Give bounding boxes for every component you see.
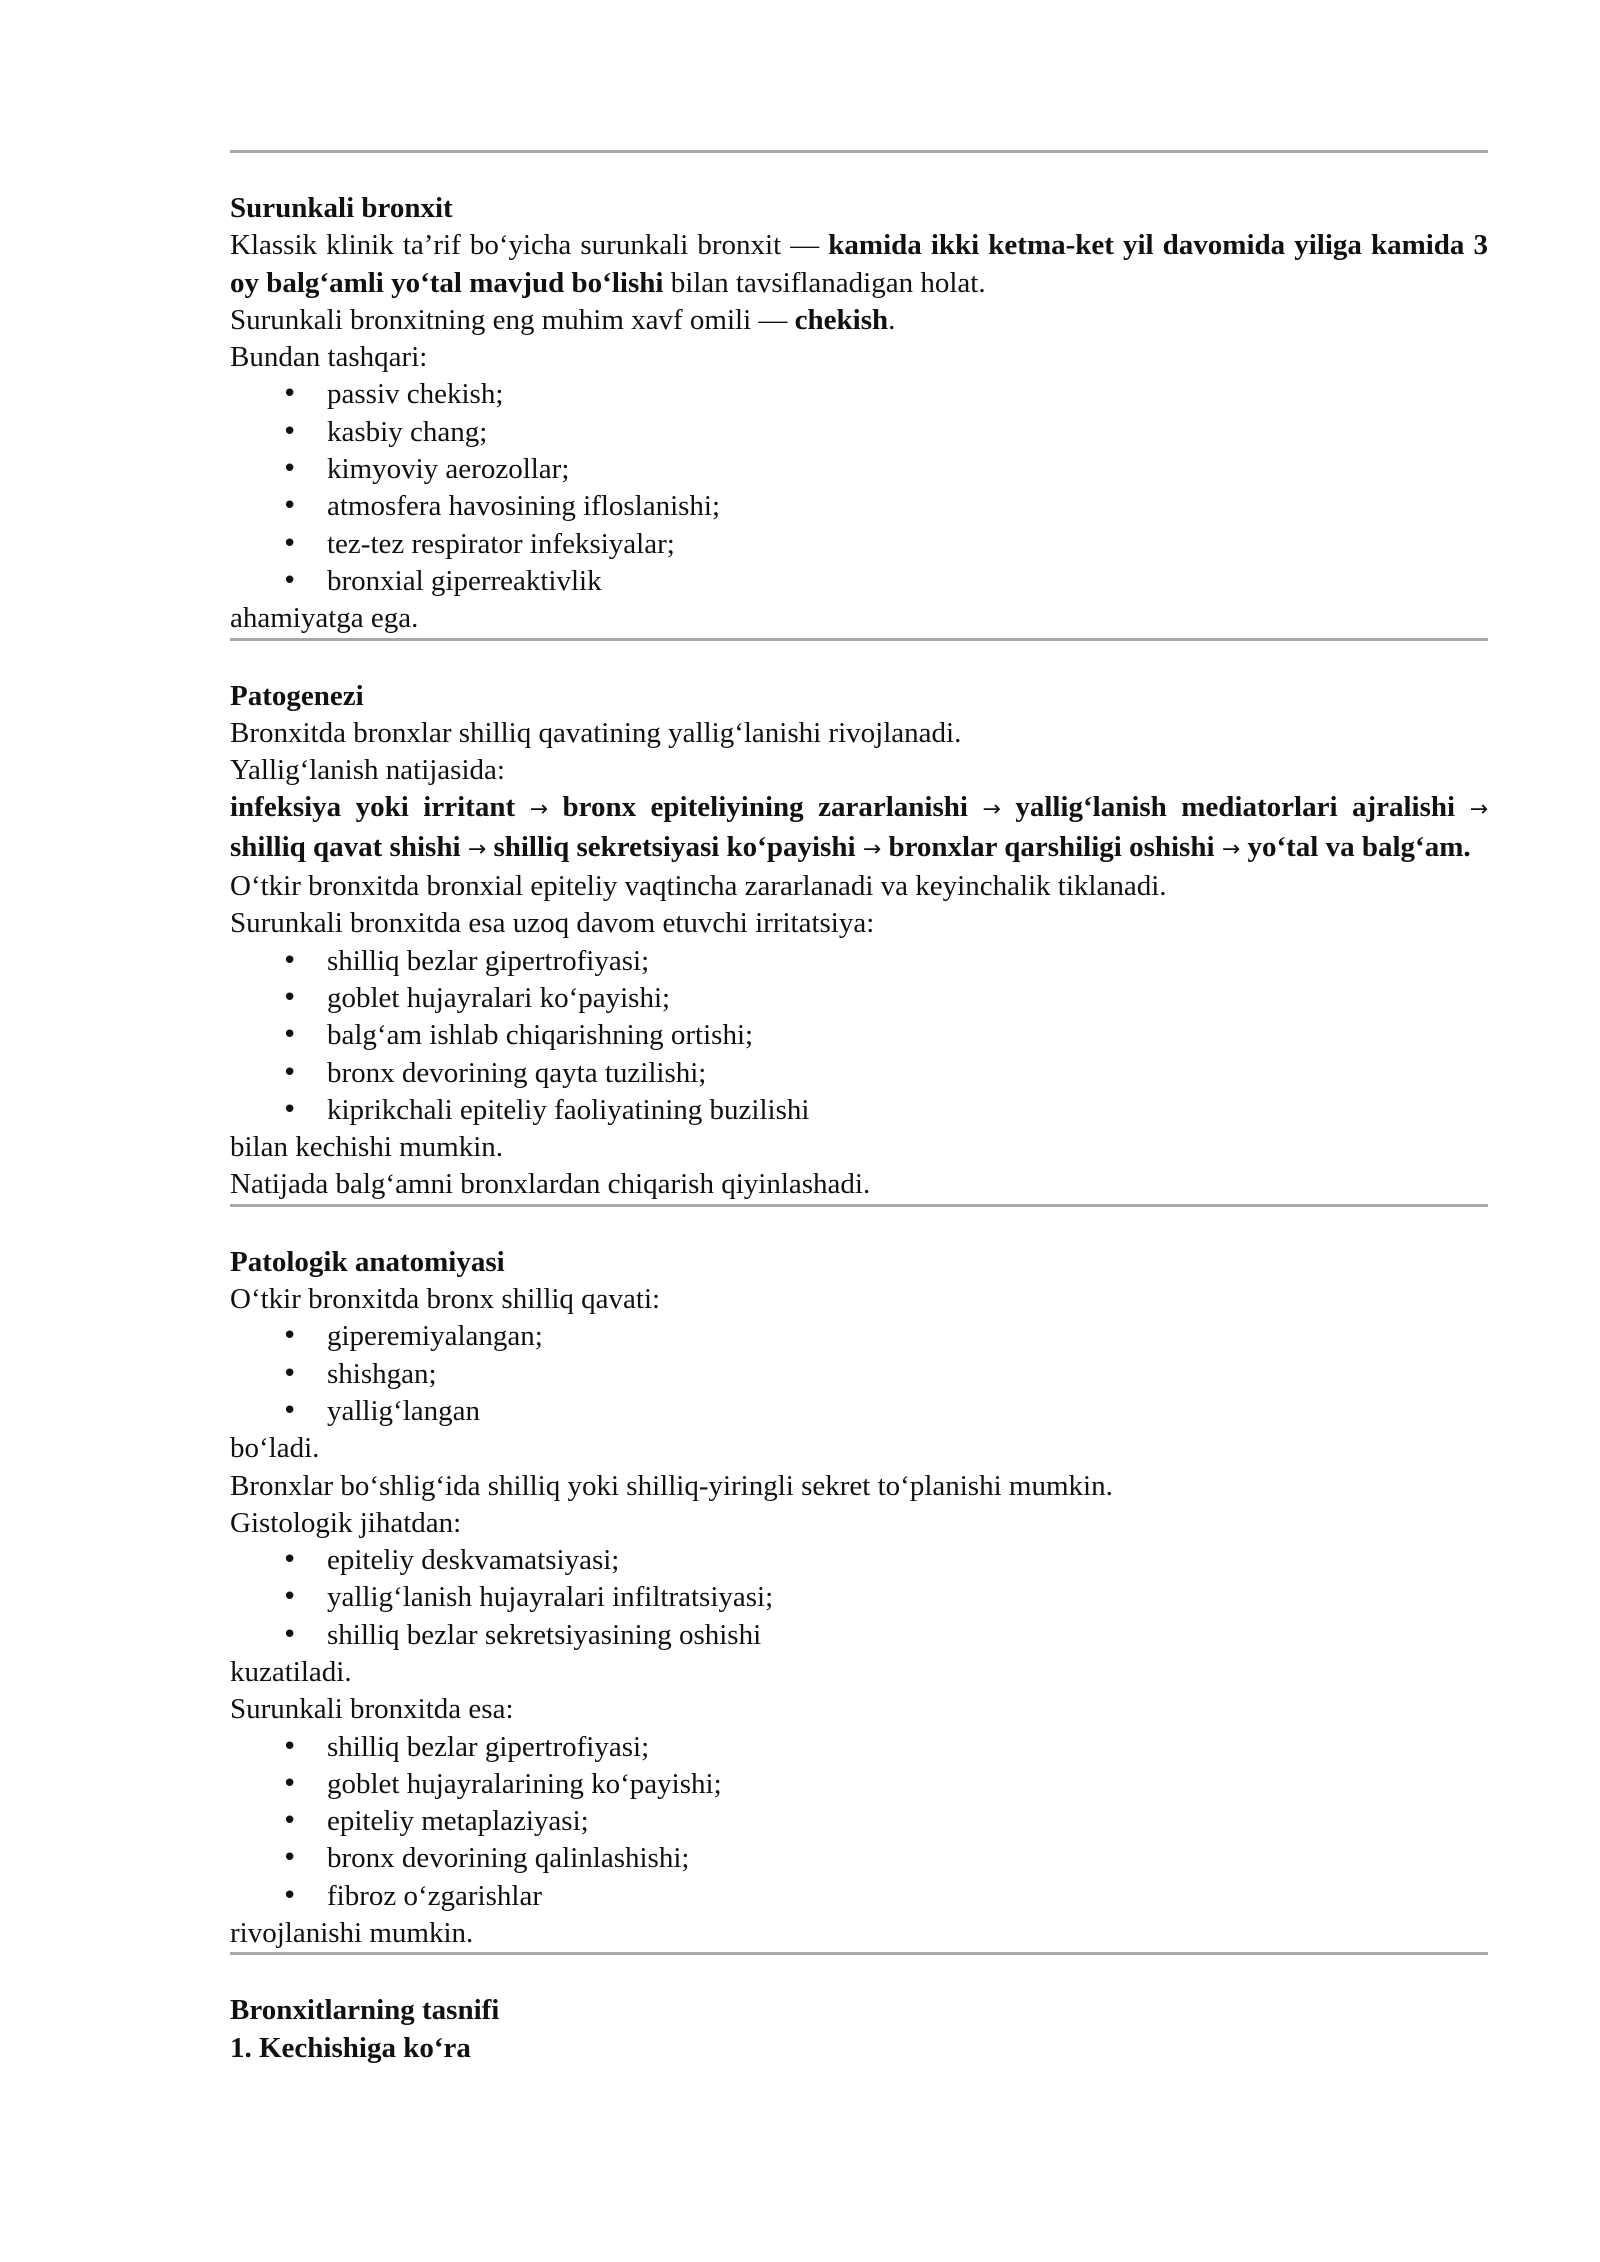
risk-paragraph [230,302,1488,339]
paragraph: rivojlanishi mumkin. [230,1917,474,1950]
list-item: • bronx devorining qalinlashishi; [230,1840,1488,1877]
horizontal-rule [230,150,1488,153]
chain-step: shilliq qavat shishi [230,830,461,863]
section-title: Surunkali bronxit [230,192,453,224]
list-item: • balg‘am ishlab chiqarishning ortishi; [230,1017,1488,1054]
paragraph: Gistologik jihatdan: [230,1506,462,1539]
arrow-right-icon: → [529,797,549,823]
list-item: • shilliq bezlar gipertrofiyasi; [230,1729,1488,1766]
list-item: • kasbiy chang; [230,414,1488,451]
list-item: • fibroz o‘zgarishlar [230,1878,1488,1915]
paragraph: Surunkali bronxitda esa: [230,1693,514,1726]
list-item: • shilliq bezlar gipertrofiyasi; [230,943,1488,980]
risk-text-end: . [888,303,896,336]
paragraph: bo‘ladi. [230,1432,320,1465]
list-item: • bronx devorining qayta tuzilishi; [230,1055,1488,1092]
list-item: • kimyoviy aerozollar; [230,451,1488,488]
paragraph: Bronxlar bo‘shlig‘ida shilliq yoki shilliq-yiringli sekret to‘planishi mumkin. [230,1469,1113,1502]
chain-step: yallig‘lanish mediatorlari ajralishi [1015,791,1456,824]
list-item: • yallig‘langan [230,1393,1488,1430]
list-item: • tez-tez respirator infeksiyalar; [230,526,1488,563]
arrow-right-icon: → [982,797,1001,823]
list-item: • bronxial giperreaktivlik [230,563,1488,600]
section-pathological-anatomy [230,1244,1488,1953]
chain-step: bronxlar qarshiligi oshishi [888,830,1215,863]
document-page [230,150,1488,2067]
section-classification [230,1992,1488,2067]
section-title: Patologik anatomiyasi [230,1245,505,1278]
list-item: • epiteliy deskvamatsiyasi; [230,1542,1488,1579]
list-item: • shilliq bezlar sekretsiyasining oshishi [230,1617,1488,1654]
paragraph: Surunkali bronxitda esa uzoq davom etuvchi irritatsiya: [230,907,875,940]
paragraph: Natijada balg‘amni bronxlardan chiqarish qiyinlashadi. [230,1168,871,1201]
paragraph: kuzatiladi. [230,1655,352,1688]
paragraph: O‘tkir bronxitda bronx shilliq qavati: [230,1283,661,1316]
arrow-right-icon: → [862,836,882,862]
definition-bold: kamida ikki ketma-ket yil davomida yiliga kamida 3 oy balg‘amli yo‘tal mavjud bo‘lishi [230,229,1488,299]
acute-mucosa-list [230,1318,1488,1430]
list-item: • atmosfera havosining ifloslanishi; [230,488,1488,525]
chain-step: yo‘tal va balg‘am. [1247,830,1471,863]
paragraph: bilan kechishi mumkin. [230,1131,504,1164]
list-item: • shishgan; [230,1356,1488,1393]
chain-step: shilliq sekretsiyasi ko‘payishi [493,830,856,863]
conclusion-paragraph: ahamiyatga ega. [230,602,419,635]
list-item: • goblet hujayralarining ko‘payishi; [230,1766,1488,1803]
risk-text: Surunkali bronxitning eng muhim xavf omili — [230,303,795,336]
pathogenesis-chain [230,789,1488,868]
section-subtitle: 1. Kechishiga ko‘ra [230,2031,471,2064]
chain-step: bronx epiteliyining zararlanishi [562,791,968,824]
definition-paragraph [230,227,1488,302]
definition-text-end: bilan tavsiflanadigan holat. [663,266,986,299]
besides-paragraph: Bundan tashqari: [230,341,428,374]
chain-step: infeksiya yoki irritant [230,791,516,824]
list-item: • giperemiyalangan; [230,1318,1488,1355]
paragraph: Yallig‘lanish natijasida: [230,754,505,787]
list-item: • goblet hujayralari ko‘payishi; [230,980,1488,1017]
chronic-changes-list [230,943,1488,1129]
list-item: • passiv chekish; [230,376,1488,413]
section-title: Patogenezi [230,679,364,712]
paragraph: O‘tkir bronxitda bronxial epiteliy vaqtincha zararlanadi va keyinchalik tiklanadi. [230,870,1167,903]
list-item: • epiteliy metaplaziyasi; [230,1803,1488,1840]
arrow-right-icon: → [1221,836,1241,862]
list-item: • kiprikchali epiteliy faoliyatining buzilishi [230,1092,1488,1129]
section-title: Bronxitlarning tasnifi [230,1994,500,2027]
definition-text: Klassik klinik ta’rif bo‘yicha surunkali bronxit — [230,229,829,262]
arrow-right-icon: → [1469,797,1488,823]
list-item: • yallig‘lanish hujayralari infiltratsiyasi; [230,1579,1488,1616]
risk-factors-list [230,376,1488,600]
section-pathogenesis [230,678,1488,1204]
chronic-anatomy-list [230,1729,1488,1915]
section-chronic-bronchitis [230,190,1488,638]
paragraph: Bronxitda bronxlar shilliq qavatining yallig‘lanishi rivojlanadi. [230,716,962,749]
arrow-right-icon: → [467,836,487,862]
risk-bold: chekish [794,303,889,336]
histology-list [230,1542,1488,1654]
